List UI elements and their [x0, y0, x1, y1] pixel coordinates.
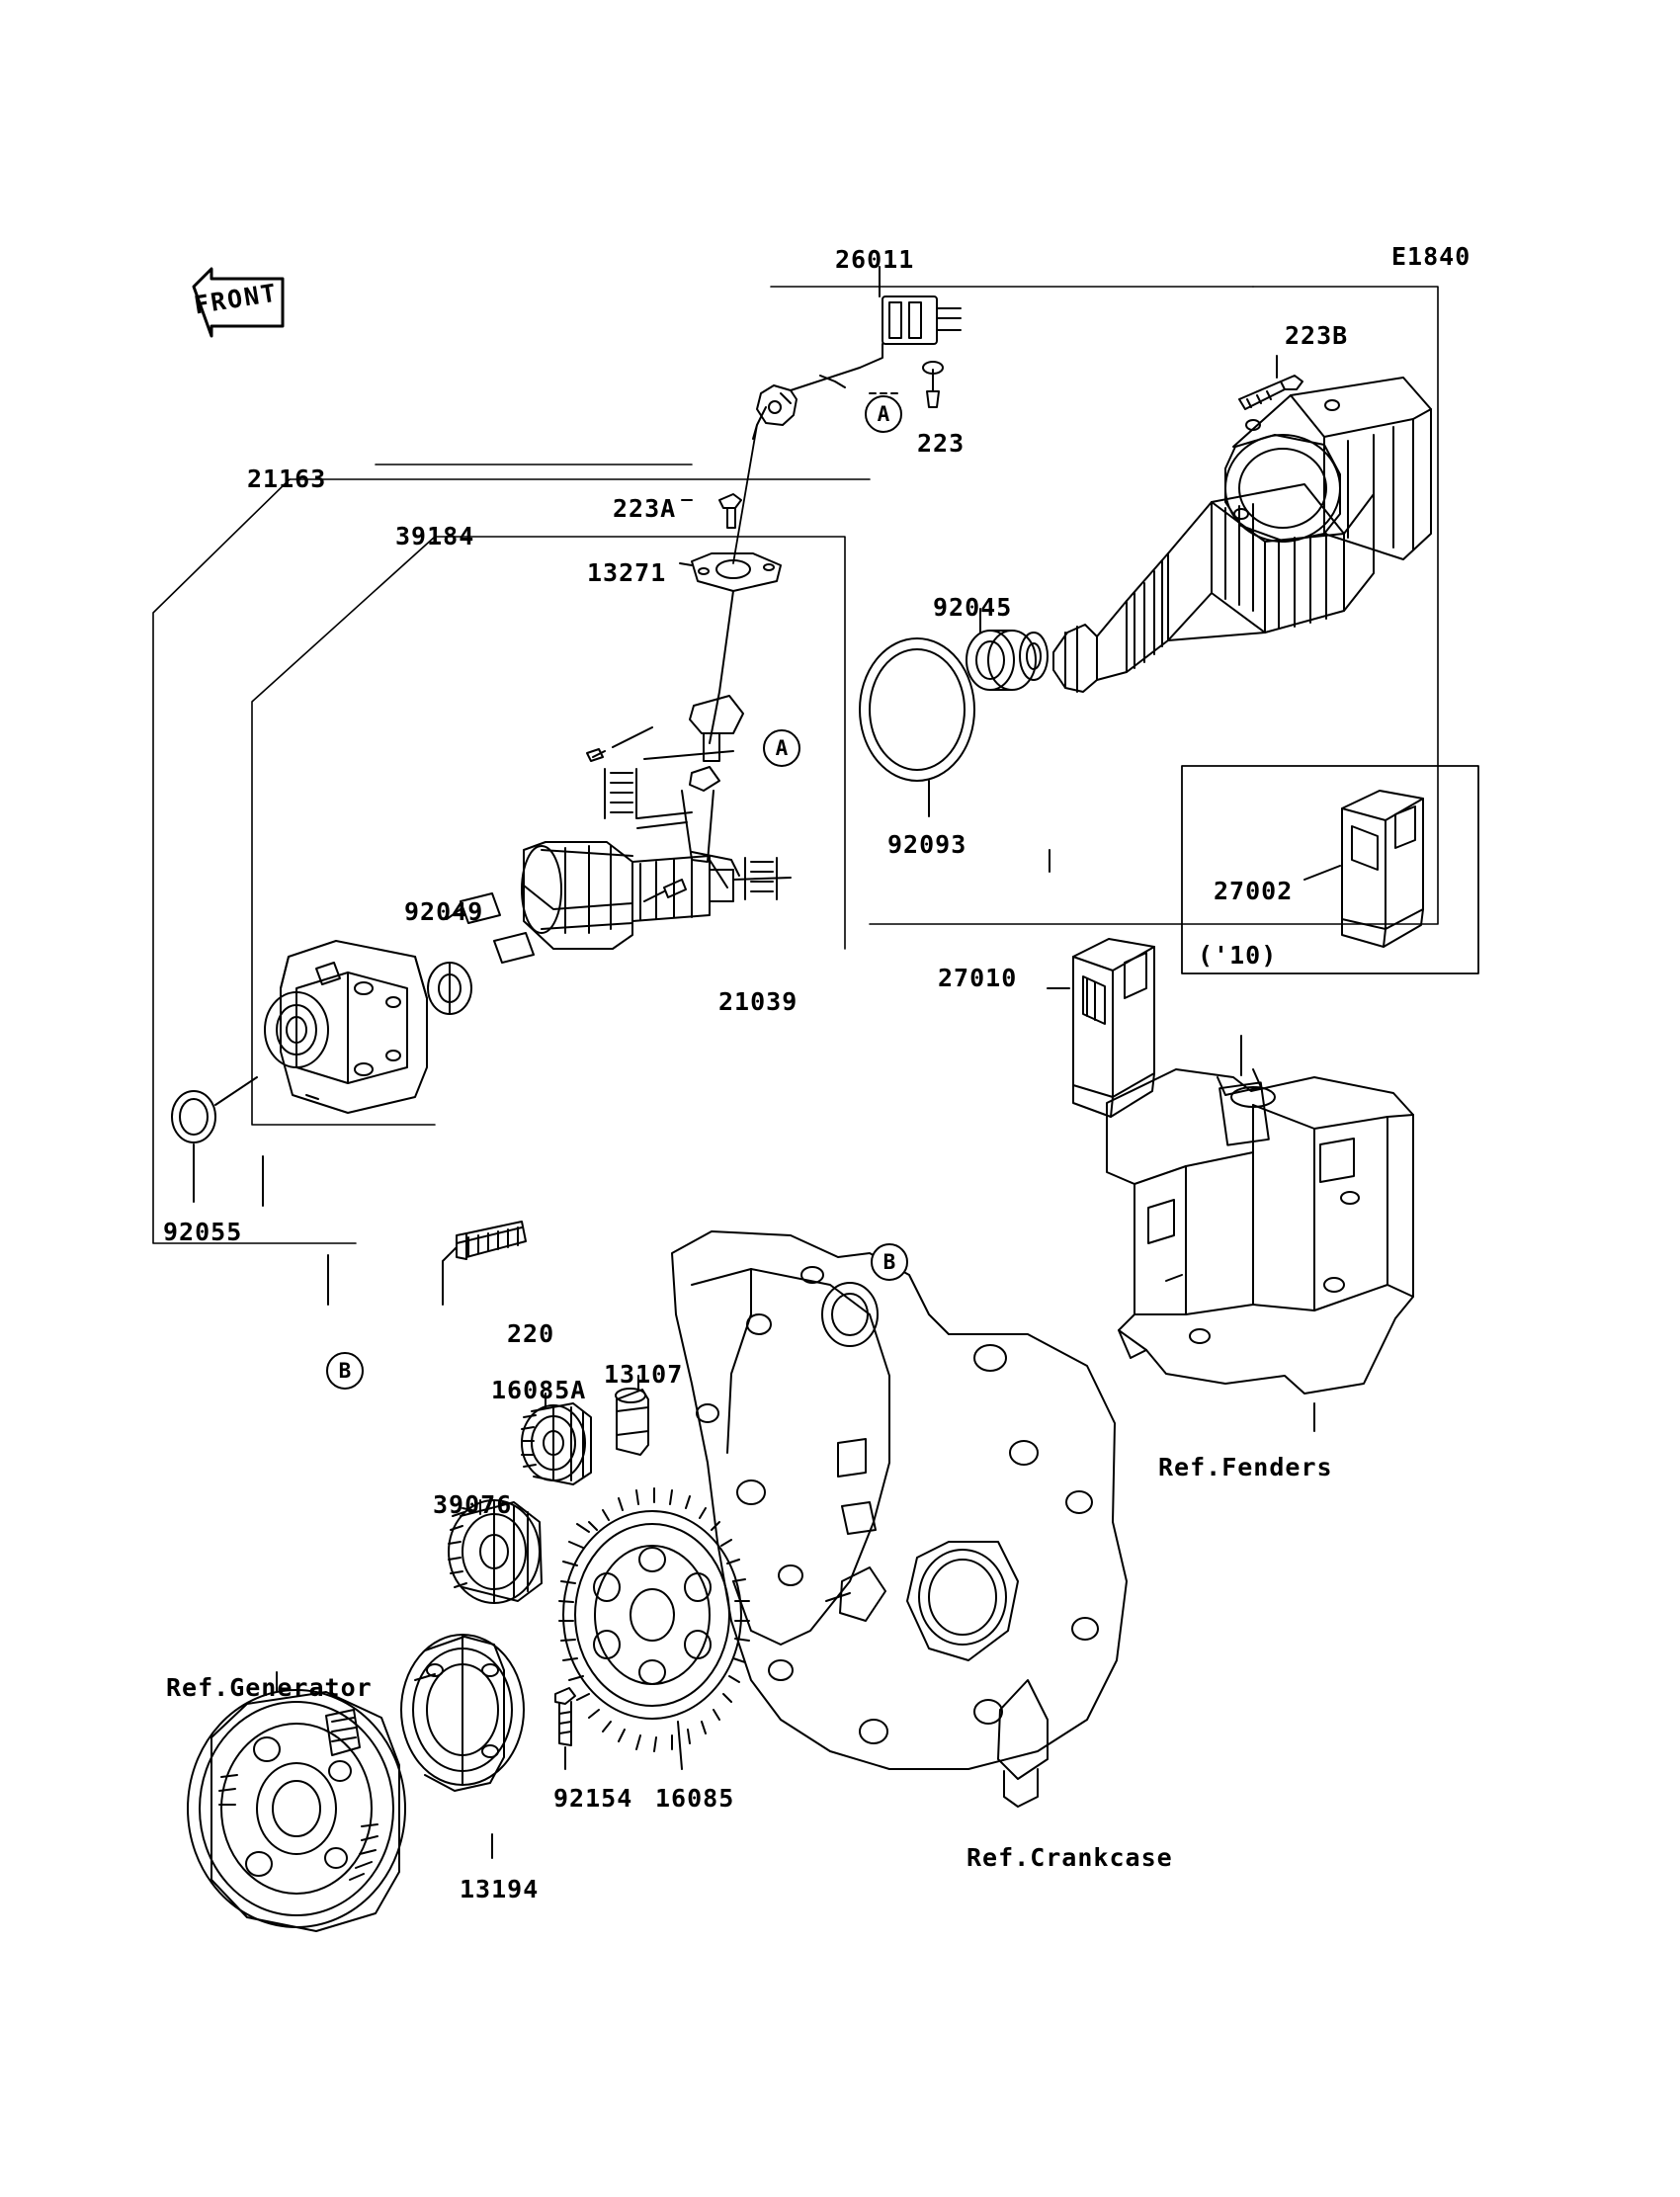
part-92154-bolt [555, 1688, 575, 1745]
callout-b-right: B [871, 1243, 908, 1281]
part-label-13107: 13107 [604, 1360, 684, 1389]
part-223B-bolt [1239, 376, 1302, 409]
part-label-16085: 16085 [655, 1784, 735, 1813]
part-92055-oring [172, 1091, 215, 1142]
part-13271-plate [692, 553, 781, 591]
part-13194-clutch-housing [401, 1635, 524, 1791]
part-label-223B: 223B [1285, 321, 1349, 350]
armature-assembly [1053, 484, 1374, 692]
part-label-223: 223 [917, 429, 966, 458]
part-label-21163: 21163 [247, 465, 327, 493]
part-92045-bearing [428, 963, 471, 1014]
part-92093-oring [860, 638, 974, 781]
part-label-21039: 21039 [718, 987, 798, 1016]
ref-label-generator: Ref.Generator [166, 1673, 373, 1702]
starter-front-cover [265, 941, 427, 1113]
brush-plate-assembly [587, 696, 777, 901]
ref-crankcase [672, 1231, 1127, 1807]
part-label-92055: 92055 [163, 1218, 243, 1246]
part-13107-shaft [616, 1389, 648, 1455]
part-label-26011: 26011 [835, 245, 915, 274]
ref-label-fenders: Ref.Fenders [1158, 1453, 1333, 1481]
part-223A-bolt [719, 494, 741, 528]
part-label-39076: 39076 [433, 1490, 513, 1519]
part-label-92093: 92093 [887, 830, 967, 859]
callout-a-mid: A [763, 729, 800, 767]
part-label-27010: 27010 [938, 964, 1018, 992]
part-16085A-gear [522, 1403, 591, 1484]
part-label-92045: 92045 [933, 593, 1013, 622]
part-label-223A: 223A [613, 494, 677, 523]
part-label-27002: 27002 [1214, 877, 1294, 905]
ref-label-crankcase: Ref.Crankcase [966, 1843, 1173, 1872]
sheet-code: E1840 [1391, 242, 1471, 271]
part-223-bolt [923, 362, 943, 407]
note-year: ('10) [1198, 941, 1278, 970]
part-label-92049: 92049 [404, 897, 484, 926]
motor-yoke-housing [1225, 378, 1431, 559]
callout-a-top: A [865, 395, 902, 433]
part-label-13271: 13271 [587, 558, 667, 587]
part-label-16085A: 16085A [491, 1376, 587, 1404]
part-16085-driven-gear [559, 1488, 749, 1751]
part-220-screw [457, 1222, 526, 1259]
part-92045-bearing-right [966, 631, 1048, 690]
part-label-13194: 13194 [460, 1875, 540, 1903]
armature-brush-barrel [522, 842, 791, 949]
part-label-39184: 39184 [395, 522, 475, 550]
callout-b-left: B [326, 1352, 364, 1390]
part-label-92154: 92154 [553, 1784, 633, 1813]
part-label-220: 220 [507, 1319, 555, 1348]
ref-generator-rotor [188, 1690, 405, 1931]
front-marker-text: FRONT [192, 278, 281, 320]
part-26011-lead-wire [753, 267, 961, 439]
part-27010-relay [1073, 939, 1154, 1117]
